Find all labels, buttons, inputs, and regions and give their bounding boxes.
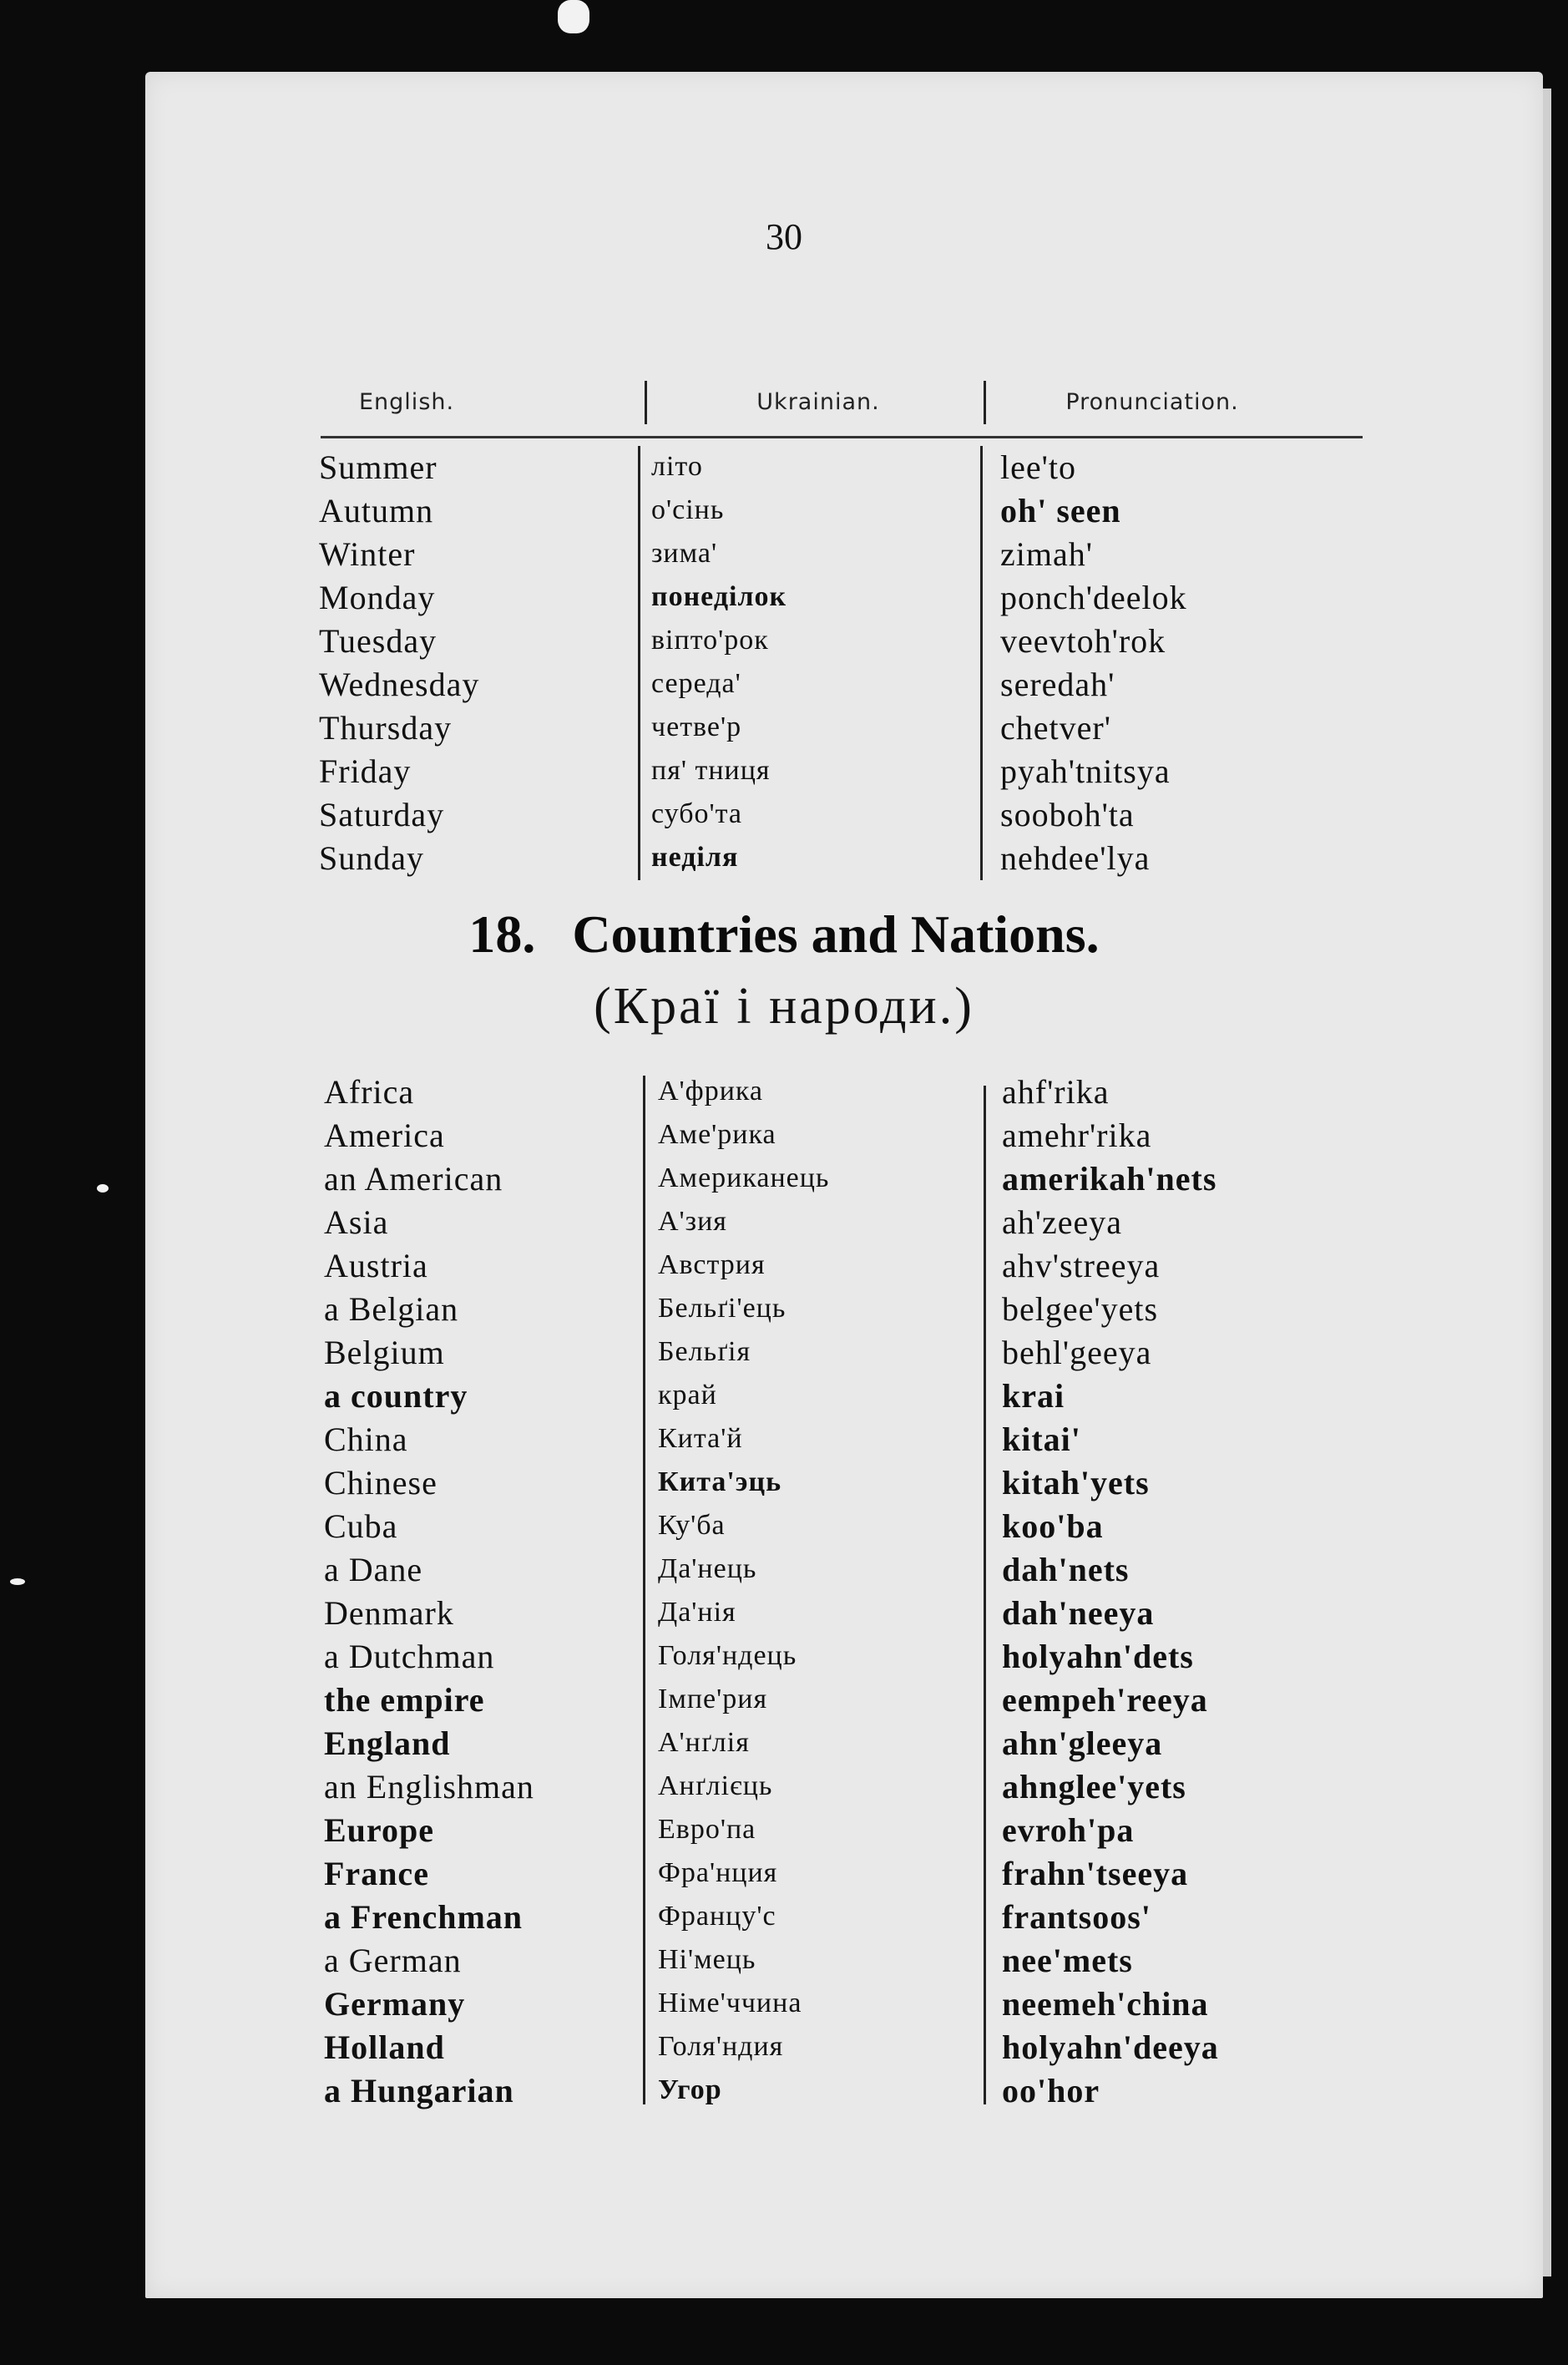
- english-term: Germany: [324, 1985, 466, 2023]
- pronunciation: kitah'yets: [1002, 1464, 1150, 1502]
- table-row: [0, 621, 1568, 665]
- english-term: the empire: [324, 1681, 485, 1719]
- ukrainian-term: неділя: [651, 842, 739, 873]
- table-row: [0, 1072, 1568, 1116]
- pronunciation: ponch'deelok: [1000, 579, 1187, 616]
- ukrainian-term: Ку'ба: [658, 1510, 726, 1541]
- english-term: Friday: [319, 752, 412, 790]
- ukrainian-term: Да'нія: [658, 1597, 736, 1628]
- table-row: [0, 1246, 1568, 1289]
- english-term: Cuba: [324, 1507, 398, 1545]
- page-number: 30: [766, 216, 802, 257]
- section-title: Countries and Nations.: [572, 904, 1100, 964]
- english-term: Holland: [324, 2028, 445, 2066]
- ukrainian-term: А'фрика: [658, 1076, 763, 1107]
- english-term: China: [324, 1421, 408, 1458]
- table-row: [0, 534, 1568, 578]
- table-row: [0, 2071, 1568, 2114]
- table-row: [0, 1680, 1568, 1724]
- pronunciation: holyahn'deeya: [1002, 2028, 1219, 2066]
- table-row: [0, 665, 1568, 708]
- table-row: [0, 752, 1568, 795]
- ukrainian-term: зима': [651, 538, 718, 569]
- table-row: [0, 2028, 1568, 2071]
- english-term: a Dane: [324, 1551, 423, 1588]
- table-row: [0, 1897, 1568, 1941]
- ukrainian-term: субо'та: [651, 798, 742, 829]
- english-term: America: [324, 1117, 445, 1154]
- pronunciation: pyah'tnitsya: [1000, 752, 1171, 790]
- ukrainian-term: четве'р: [651, 712, 742, 742]
- english-term: Europe: [324, 1811, 434, 1849]
- pronunciation: krai: [1002, 1377, 1065, 1415]
- table-row: [0, 1941, 1568, 1984]
- english-term: Wednesday: [319, 666, 480, 703]
- ukrainian-term: А'нґлія: [658, 1727, 750, 1758]
- ukrainian-term: Аме'рика: [658, 1119, 776, 1150]
- ukrainian-term: літо: [651, 451, 703, 482]
- header-divider: [984, 381, 986, 424]
- pronunciation: zimah': [1000, 535, 1093, 573]
- english-term: Denmark: [324, 1594, 454, 1632]
- pronunciation: dah'neeya: [1002, 1594, 1155, 1632]
- pronunciation: eempeh'reeya: [1002, 1681, 1208, 1719]
- table-row: [0, 1507, 1568, 1550]
- pronunciation: oo'hor: [1002, 2072, 1100, 2109]
- scan-speck: [558, 0, 589, 33]
- pronunciation: amerikah'nets: [1002, 1160, 1217, 1198]
- column-header-english: English.: [359, 389, 455, 415]
- ukrainian-term: Францу'с: [658, 1901, 776, 1932]
- english-term: an Englishman: [324, 1768, 534, 1805]
- pronunciation: belgee'yets: [1002, 1290, 1159, 1328]
- pronunciation: chetver': [1000, 709, 1111, 747]
- table-row: [0, 1289, 1568, 1333]
- ukrainian-term: Ні'мець: [658, 1944, 756, 1975]
- ukrainian-term: Евро'па: [658, 1814, 756, 1845]
- header-divider: [645, 381, 647, 424]
- table-row: [0, 1767, 1568, 1810]
- english-term: Sunday: [319, 839, 424, 877]
- english-term: Asia: [324, 1203, 389, 1241]
- pronunciation: frahn'tseeya: [1002, 1855, 1189, 1892]
- pronunciation: nehdee'lya: [1000, 839, 1151, 877]
- english-term: a country: [324, 1377, 468, 1415]
- pronunciation: koo'ba: [1002, 1507, 1104, 1545]
- table-row: [0, 1637, 1568, 1680]
- ukrainian-term: Анґлієць: [658, 1770, 773, 1801]
- ukrainian-term: середа': [651, 668, 741, 699]
- pronunciation: sooboh'ta: [1000, 796, 1135, 833]
- table-row: [0, 578, 1568, 621]
- pronunciation: holyahn'dets: [1002, 1638, 1194, 1675]
- english-term: a Hungarian: [324, 2072, 514, 2109]
- table-row: [0, 1116, 1568, 1159]
- english-term: Saturday: [319, 796, 445, 833]
- ukrainian-term: Німе'ччина: [658, 1988, 802, 2018]
- pronunciation: veevtoh'rok: [1000, 622, 1166, 660]
- ukrainian-term: Угор: [658, 2074, 722, 2105]
- section-heading: [0, 904, 1568, 965]
- pronunciation: frantsoos': [1002, 1898, 1151, 1936]
- column-header-pronunciation: Pronunciation.: [1065, 389, 1239, 415]
- pronunciation: ah'zeeya: [1002, 1203, 1122, 1241]
- pronunciation: ahf'rika: [1002, 1073, 1110, 1111]
- table-row: [0, 795, 1568, 838]
- english-term: Belgium: [324, 1334, 445, 1371]
- ukrainian-term: Фра'нция: [658, 1857, 778, 1888]
- ukrainian-term: пя' тниця: [651, 755, 771, 786]
- ukrainian-term: А'зия: [658, 1206, 727, 1237]
- table-row: [0, 1810, 1568, 1854]
- english-term: England: [324, 1724, 451, 1762]
- table-row: [0, 491, 1568, 534]
- pronunciation: kitai': [1002, 1421, 1081, 1458]
- english-term: Austria: [324, 1247, 428, 1284]
- ukrainian-term: Бельґія: [658, 1336, 751, 1367]
- ukrainian-term: о'сінь: [651, 494, 725, 525]
- table-row: [0, 1159, 1568, 1203]
- pronunciation: evroh'pa: [1002, 1811, 1135, 1849]
- pronunciation: amehr'rika: [1002, 1117, 1152, 1154]
- ukrainian-term: Імпе'рия: [658, 1684, 768, 1714]
- english-term: a Belgian: [324, 1290, 459, 1328]
- pronunciation: neemeh'china: [1002, 1985, 1209, 2023]
- pronunciation: behl'geeya: [1002, 1334, 1152, 1371]
- pronunciation: seredah': [1000, 666, 1115, 703]
- pronunciation: ahv'streeya: [1002, 1247, 1161, 1284]
- pronunciation: nee'mets: [1002, 1942, 1133, 1979]
- english-term: Tuesday: [319, 622, 438, 660]
- english-term: Thursday: [319, 709, 453, 747]
- table-row: [0, 1984, 1568, 2028]
- english-term: Chinese: [324, 1464, 438, 1502]
- table-row: [0, 1463, 1568, 1507]
- pronunciation: dah'nets: [1002, 1551, 1130, 1588]
- table-row: [0, 1593, 1568, 1637]
- english-term: Summer: [319, 448, 438, 486]
- header-rule: [321, 436, 1363, 438]
- table-row: [0, 1420, 1568, 1463]
- table-row: [0, 1333, 1568, 1376]
- table-row: [0, 708, 1568, 752]
- table-row: [0, 1854, 1568, 1897]
- english-term: Monday: [319, 579, 436, 616]
- ukrainian-term: Американець: [658, 1162, 830, 1193]
- english-term: Africa: [324, 1073, 415, 1111]
- ukrainian-term: Да'нець: [658, 1553, 757, 1584]
- pronunciation: ahnglee'yets: [1002, 1768, 1186, 1805]
- english-term: Winter: [319, 535, 416, 573]
- english-term: an American: [324, 1160, 503, 1198]
- ukrainian-term: Бельґі'ець: [658, 1293, 787, 1324]
- table-row: [0, 448, 1568, 491]
- table-row: [0, 1550, 1568, 1593]
- table-row: [0, 838, 1568, 882]
- ukrainian-term: Кита'й: [658, 1423, 743, 1454]
- column-header-ukrainian: Ukrainian.: [756, 389, 880, 415]
- ukrainian-term: Австрия: [658, 1249, 766, 1280]
- pronunciation: ahn'gleeya: [1002, 1724, 1163, 1762]
- section-number: 18.: [468, 904, 536, 964]
- english-term: a German: [324, 1942, 462, 1979]
- pronunciation: lee'to: [1000, 448, 1076, 486]
- english-term: Autumn: [319, 492, 434, 529]
- ukrainian-term: віпто'рок: [651, 625, 769, 656]
- ukrainian-term: Кита'эць: [658, 1466, 782, 1497]
- pronunciation: oh' seen: [1000, 492, 1121, 529]
- english-term: France: [324, 1855, 429, 1892]
- english-term: a Dutchman: [324, 1638, 495, 1675]
- table-row: [0, 1203, 1568, 1246]
- table-row: [0, 1376, 1568, 1420]
- ukrainian-term: понеділок: [651, 581, 787, 612]
- ukrainian-term: Голя'ндия: [658, 2031, 784, 2062]
- section-subtitle: (Краї і народи.): [594, 978, 974, 1035]
- ukrainian-term: Голя'ндець: [658, 1640, 797, 1671]
- table-row: [0, 1724, 1568, 1767]
- english-term: a Frenchman: [324, 1898, 524, 1936]
- ukrainian-term: край: [658, 1380, 717, 1410]
